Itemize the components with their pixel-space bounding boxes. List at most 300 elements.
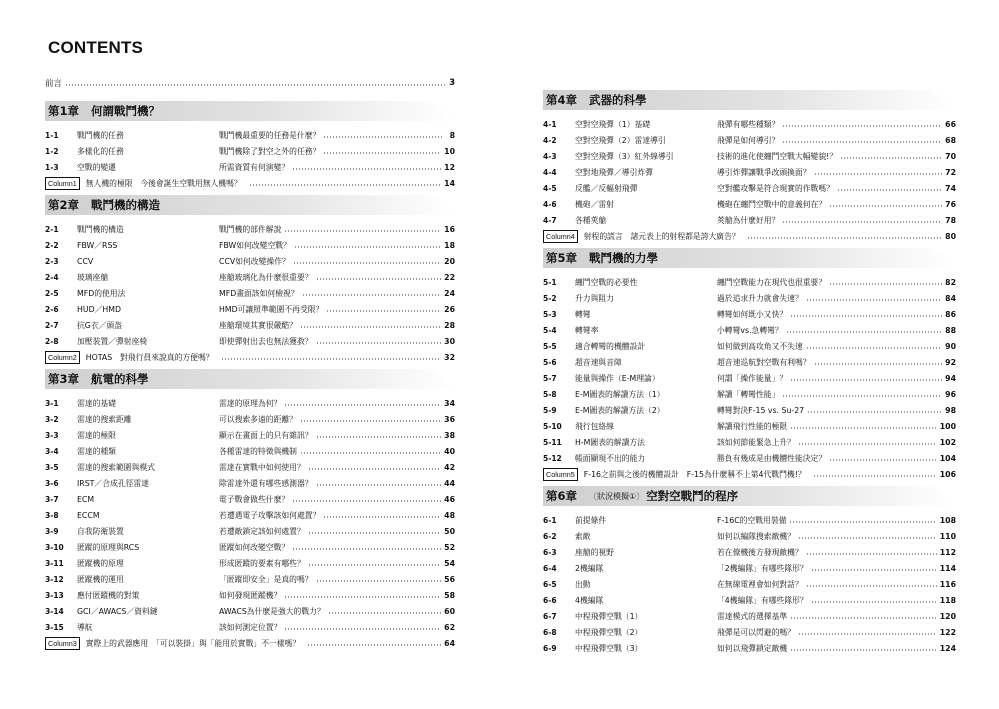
section-question: 座艙環境其實很嚴酷？ <box>219 320 297 330</box>
section-question-group <box>219 558 455 569</box>
toc-entry <box>543 512 956 528</box>
toc-entry <box>543 624 956 640</box>
section-number: 1-1 <box>45 130 59 140</box>
page-number: 14 <box>444 178 455 188</box>
section-question-group <box>219 590 455 601</box>
section-title: 座艙的視野 <box>575 547 614 557</box>
section-title: 超音速與音障 <box>575 357 622 367</box>
page-number: 82 <box>945 277 956 287</box>
column-title: 射程的謊言 諸元表上的射程都是誇大廣告？ <box>583 231 740 241</box>
section-question: CCV如何改變操作？ <box>219 256 290 266</box>
toc-entry <box>543 306 956 322</box>
column-entry <box>45 175 455 191</box>
section-question: 過於追求升力就會失速？ <box>717 293 803 303</box>
page-number: 42 <box>444 462 455 472</box>
chapter-title: 戰鬥機的構造 <box>91 198 161 212</box>
page-number: 62 <box>444 622 455 632</box>
section-question: 「4機編隊」有哪些隊形？ <box>717 595 808 605</box>
column-entry <box>45 635 455 651</box>
section-question: 纏鬥空戰能力在現代也很重要？ <box>717 277 827 287</box>
dot-leader <box>293 262 441 264</box>
toc-entry <box>543 338 956 354</box>
section-number: 3-10 <box>45 542 64 552</box>
section-title: 空對空飛彈（2）雷達導引 <box>575 135 666 145</box>
section-number: 3-1 <box>45 398 59 408</box>
dot-leader <box>782 395 942 397</box>
dot-leader <box>790 315 942 317</box>
toc-entry <box>543 322 956 338</box>
dot-leader <box>829 459 937 461</box>
chapter-title: 航電的科學 <box>91 372 149 386</box>
section-title: 各種莢艙 <box>575 215 607 225</box>
toc-entry <box>45 523 455 539</box>
page-number: 52 <box>444 542 455 552</box>
section-question-group <box>717 309 956 320</box>
dot-leader <box>806 585 937 587</box>
page-number: 108 <box>939 515 956 525</box>
section-question: HMD可讓照準範圍不再受限？ <box>219 304 324 314</box>
section-title: 匿蹤機的原理 <box>77 558 124 568</box>
dot-leader <box>308 564 441 566</box>
page-number: 92 <box>945 357 956 367</box>
toc-entry <box>45 237 455 253</box>
dot-leader <box>790 427 937 429</box>
section-title: 纏鬥空戰的必要性 <box>575 277 638 287</box>
section-number: 3-11 <box>45 558 64 568</box>
section-question: 飛彈是如何導引？ <box>717 135 780 145</box>
column-tag: Column5 <box>543 468 578 481</box>
toc-entry <box>45 571 455 587</box>
section-question-group <box>717 167 956 178</box>
toc-entry <box>45 333 455 349</box>
section-number: 6-6 <box>543 595 557 605</box>
page-number: 44 <box>444 478 455 488</box>
page-number: 26 <box>444 304 455 314</box>
section-number: 2-7 <box>45 320 59 330</box>
section-number: 1-3 <box>45 162 59 172</box>
section-question-group <box>219 414 455 425</box>
dot-leader <box>811 601 937 603</box>
section-title: 應付匿蹤機的對策 <box>77 590 140 600</box>
toc-entry <box>45 285 455 301</box>
section-title: 空對空飛彈（3）紅外線導引 <box>575 151 674 161</box>
page-number: 124 <box>939 643 956 653</box>
section-number: 4-2 <box>543 135 557 145</box>
section-question-group <box>219 162 455 173</box>
column-title: HOTAS 對飛行員來說真的方便嗎？ <box>85 352 214 362</box>
section-question: 形成匿蹤的要素有哪些？ <box>219 558 305 568</box>
section-question-group <box>717 135 956 146</box>
dot-leader <box>829 205 942 207</box>
section-number: 5-8 <box>543 389 557 399</box>
section-number: 5-2 <box>543 293 557 303</box>
toc-list-right <box>543 90 956 656</box>
section-number: 5-4 <box>543 325 557 335</box>
section-question-group <box>219 272 455 283</box>
toc-entry <box>543 148 956 164</box>
dot-leader <box>284 596 441 598</box>
toc-entry <box>543 196 956 212</box>
chapter-title: 何謂戰鬥機？ <box>91 104 161 118</box>
section-number: 2-2 <box>45 240 59 250</box>
preface-page: 3 <box>449 77 455 88</box>
section-number: 5-5 <box>543 341 557 351</box>
toc-entry <box>45 619 455 635</box>
section-number: 6-8 <box>543 627 557 637</box>
toc-entry <box>543 640 956 656</box>
toc-entry <box>45 143 455 159</box>
section-number: 6-2 <box>543 531 557 541</box>
section-title: 加壓裝置／彈射座椅 <box>77 336 148 346</box>
page-number: 32 <box>444 352 455 362</box>
dot-leader <box>798 633 937 635</box>
dot-leader <box>316 342 442 344</box>
section-title: 反艦／反輻射飛彈 <box>575 183 638 193</box>
page-number: 40 <box>444 446 455 456</box>
section-number: 4-1 <box>543 119 557 129</box>
section-question-group <box>717 611 956 622</box>
section-question: 如何發現匿蹤機？ <box>219 590 282 600</box>
dot-leader <box>807 411 942 413</box>
toc-entry <box>543 434 956 450</box>
section-title: 多樣化的任務 <box>77 146 124 156</box>
dot-leader <box>814 363 943 365</box>
section-title: 抗G衣／頭盔 <box>77 320 123 330</box>
page-number: 16 <box>444 224 455 234</box>
dot-leader <box>292 548 441 550</box>
section-number: 3-12 <box>45 574 64 584</box>
dot-leader <box>789 521 936 523</box>
section-title: IRST／合成孔徑雷達 <box>77 478 150 488</box>
section-question-group <box>717 183 956 194</box>
toc-entry <box>543 274 956 290</box>
section-question-group <box>717 515 956 526</box>
section-title: 2機編隊 <box>575 563 604 573</box>
chapter-heading <box>45 195 455 215</box>
dot-leader <box>284 404 441 406</box>
page-number: 76 <box>945 199 956 209</box>
section-number: 3-13 <box>45 590 64 600</box>
section-question: 何謂「操作能量」？ <box>717 373 788 383</box>
page-number: 88 <box>945 325 956 335</box>
toc-entry <box>45 159 455 175</box>
section-question-group <box>717 579 956 590</box>
section-question-group <box>219 542 455 553</box>
section-question: 如何以飛彈鎖定敵機 <box>717 643 788 653</box>
section-title: 4機編隊 <box>575 595 604 605</box>
section-question: 導引炸彈讓戰爭改頭換面？ <box>717 167 811 177</box>
section-question-group <box>219 574 455 585</box>
dot-leader <box>249 184 441 186</box>
page-number: 72 <box>945 167 956 177</box>
section-question-group <box>717 643 956 654</box>
section-title: 戰鬥機的構造 <box>77 224 124 234</box>
toc-entry <box>543 132 956 148</box>
toc-entry <box>45 317 455 333</box>
section-number: 3-4 <box>45 446 59 456</box>
dot-leader <box>747 237 942 239</box>
dot-leader <box>829 283 942 285</box>
section-question: 除雷達外還有哪些感測器？ <box>219 478 313 488</box>
section-title: H-M圖表的解讀方法 <box>575 437 645 447</box>
section-title: 出動 <box>575 579 591 589</box>
column-text-group <box>86 352 455 363</box>
section-title: 匿蹤機的運用 <box>77 574 124 584</box>
dot-leader <box>806 553 937 555</box>
section-number: 5-9 <box>543 405 557 415</box>
section-title: 轉彎 <box>575 309 591 319</box>
section-number: 2-5 <box>45 288 59 298</box>
section-question-group <box>219 622 455 633</box>
chapter-heading <box>543 248 956 268</box>
section-question: 匿蹤如何改變空戰？ <box>219 542 290 552</box>
section-question: 可以搜索多遠的距離？ <box>219 414 297 424</box>
section-title: 玻璃座艙 <box>77 272 109 282</box>
toc-entry <box>543 354 956 370</box>
section-number: 5-6 <box>543 357 557 367</box>
page-number: 86 <box>945 309 956 319</box>
column-tag: Column3 <box>45 637 80 650</box>
page-number: 36 <box>444 414 455 424</box>
page-number: 80 <box>945 231 956 241</box>
section-question: 若遭敵鎖定該如何處置？ <box>219 526 305 536</box>
section-number: 3-9 <box>45 526 59 536</box>
dot-leader <box>294 246 441 248</box>
section-title: 自我防衛裝置 <box>77 526 124 536</box>
chapter-number: 第2章 <box>48 198 80 212</box>
section-question: 雷達模式的選擇基準 <box>717 611 788 621</box>
section-title: 空戰的變遷 <box>77 162 116 172</box>
section-question-group <box>219 462 455 473</box>
dot-leader <box>790 649 937 651</box>
section-question-group <box>219 336 455 347</box>
toc-entry <box>543 608 956 624</box>
chapter-heading <box>543 486 956 506</box>
chapter-number: 第5章 <box>546 251 578 265</box>
toc-entry <box>543 402 956 418</box>
page-number: 60 <box>444 606 455 616</box>
section-number: 2-8 <box>45 336 59 346</box>
dot-leader <box>316 278 442 280</box>
toc-entry <box>45 459 455 475</box>
section-question: 若在僚機後方發現敵機？ <box>717 547 803 557</box>
section-number: 1-2 <box>45 146 59 156</box>
column-text-group <box>584 469 956 480</box>
section-title: 機砲／雷射 <box>575 199 614 209</box>
toc-entry <box>45 443 455 459</box>
dot-leader <box>806 299 942 301</box>
section-title: FBW／RSS <box>77 240 118 250</box>
section-question: 該如何測定位置？ <box>219 622 282 632</box>
column-tag: Column4 <box>543 230 578 243</box>
section-question: 所需資質有何演變？ <box>219 162 290 172</box>
page-number: 66 <box>945 119 956 129</box>
dot-leader <box>323 136 442 138</box>
section-number: 4-7 <box>543 215 557 225</box>
section-title: 雷達的搜索範圍與模式 <box>77 462 155 472</box>
section-title: 雷達的基礎 <box>77 398 116 408</box>
section-question: 座艙玻璃化為什麼很重要？ <box>219 272 313 282</box>
dot-leader <box>798 537 937 539</box>
section-number: 6-5 <box>543 579 557 589</box>
page-number: 50 <box>444 526 455 536</box>
toc-entry <box>45 603 455 619</box>
column-title: 實際上的武器應用 「可以裝掛」與「能用於實戰」不一樣嗎？ <box>85 638 301 648</box>
section-title: 雷達的種類 <box>77 446 116 456</box>
toc-entry <box>543 528 956 544</box>
section-question-group <box>717 437 956 448</box>
section-question-group <box>717 389 956 400</box>
dot-leader <box>798 443 937 445</box>
toc-entry <box>45 539 455 555</box>
section-number: 3-6 <box>45 478 59 488</box>
section-question-group <box>717 277 956 288</box>
section-title: 導航 <box>77 622 93 632</box>
page-number: 122 <box>939 627 956 637</box>
toc-right-column <box>543 86 956 656</box>
section-question: 轉彎對決F-15 vs. Su-27 <box>717 405 805 415</box>
section-question: 戰鬥機的部件解說 <box>219 224 282 234</box>
page-number: 74 <box>945 183 956 193</box>
section-title: 前提條件 <box>575 515 607 525</box>
section-number: 6-9 <box>543 643 557 653</box>
toc-entry <box>45 555 455 571</box>
page-number: 48 <box>444 510 455 520</box>
section-title: 能量與操作（E-M理論） <box>575 373 660 383</box>
section-title: 中程飛彈空戰（3） <box>575 643 643 653</box>
section-question-group <box>717 119 956 130</box>
page-number: 8 <box>449 130 455 140</box>
page-number: 110 <box>939 531 956 541</box>
toc-entry <box>45 491 455 507</box>
section-title: 空對空飛彈（1）基礎 <box>575 119 651 129</box>
dot-leader <box>840 157 942 159</box>
section-question: 空對艦攻擊是符合現實的作戰嗎？ <box>717 183 834 193</box>
section-question-group <box>717 325 956 336</box>
dot-leader <box>328 612 441 614</box>
section-title: GCI／AWACS／資料鏈 <box>77 606 158 616</box>
page-number: 18 <box>444 240 455 250</box>
column-text-group <box>584 231 956 242</box>
column-entry <box>543 466 956 482</box>
section-question: 轉彎如何既小又快？ <box>717 309 788 319</box>
section-question-group <box>219 224 455 235</box>
section-title: ECM <box>77 494 95 504</box>
section-title: 中程飛彈空戰（2） <box>575 627 643 637</box>
section-number: 5-12 <box>543 453 562 463</box>
page-number: 30 <box>444 336 455 346</box>
page-number: 84 <box>945 293 956 303</box>
dot-leader <box>837 189 942 191</box>
page-number: 28 <box>444 320 455 330</box>
toc-entry <box>45 221 455 237</box>
chapter-heading <box>45 101 455 121</box>
section-question: 莢艙為什麼好用？ <box>717 215 780 225</box>
section-question-group <box>717 215 956 226</box>
section-question: 小轉彎vs.急轉彎？ <box>717 325 783 335</box>
chapter-number: 第6章 <box>546 489 578 503</box>
section-question: 在無線電裡會如何對話？ <box>717 579 803 589</box>
page-number: 116 <box>939 579 956 589</box>
section-question-group <box>219 130 455 141</box>
section-title: 升力與阻力 <box>575 293 614 303</box>
section-question-group <box>717 405 956 416</box>
page-number: 120 <box>939 611 956 621</box>
section-question-group <box>219 398 455 409</box>
chapter-number: 第4章 <box>546 93 578 107</box>
section-question-group <box>219 606 455 617</box>
section-number: 5-1 <box>543 277 557 287</box>
section-question: 電子戰會做些什麼？ <box>219 494 290 504</box>
dot-leader <box>284 628 441 630</box>
dot-leader <box>782 141 942 143</box>
dot-leader <box>300 326 441 328</box>
section-question: FBW如何改變空戰？ <box>219 240 291 250</box>
section-number: 2-6 <box>45 304 59 314</box>
section-question-group <box>717 547 956 558</box>
toc-entry <box>543 212 956 228</box>
dot-leader <box>300 420 441 422</box>
toc-entry <box>543 370 956 386</box>
toc-entry <box>543 116 956 132</box>
chapter-heading <box>543 90 956 110</box>
section-question-group <box>219 430 455 441</box>
section-question: F-16C的空戰用裝備 <box>717 515 787 525</box>
page-number: 102 <box>939 437 956 447</box>
section-question: 飛彈有哪些種類？ <box>717 119 780 129</box>
page-number: 94 <box>945 373 956 383</box>
section-number: 3-7 <box>45 494 59 504</box>
section-title: 雷達的極限 <box>77 430 116 440</box>
dot-leader <box>326 310 441 312</box>
chapter-number: 第3章 <box>48 372 80 386</box>
section-title: 帳面顯現不出的能力 <box>575 453 646 463</box>
toc-entry <box>45 411 455 427</box>
dot-leader <box>307 644 441 646</box>
section-title: 雷達的搜索距離 <box>77 414 132 424</box>
page-number: 112 <box>939 547 956 557</box>
toc-entry <box>45 301 455 317</box>
section-question-group <box>219 494 455 505</box>
dot-leader <box>302 294 442 296</box>
section-number: 6-7 <box>543 611 557 621</box>
section-number: 3-5 <box>45 462 59 472</box>
section-question-group <box>219 240 455 251</box>
section-question: 雷達的原理為何？ <box>219 398 282 408</box>
section-question-group <box>219 288 455 299</box>
section-title: 轉彎率 <box>575 325 599 335</box>
dot-leader <box>813 475 937 477</box>
dot-leader <box>806 347 942 349</box>
dot-leader <box>814 173 943 175</box>
toc-entry <box>543 544 956 560</box>
section-title: E-M圖表的解讀方法（1） <box>575 389 665 399</box>
page-number: 10 <box>444 146 455 156</box>
toc-entry <box>543 450 956 466</box>
section-question-group <box>717 563 956 574</box>
section-question-group <box>219 320 455 331</box>
dot-leader <box>300 452 441 454</box>
column-entry <box>543 228 956 244</box>
page-number: 56 <box>444 574 455 584</box>
section-number: 5-3 <box>543 309 557 319</box>
section-question: 解讀飛行性能的極限 <box>717 421 788 431</box>
page-number: 38 <box>444 430 455 440</box>
section-question-group <box>219 256 455 267</box>
page-number: 68 <box>945 135 956 145</box>
section-title: CCV <box>77 256 94 266</box>
section-question: 各種雷達的特徵與機制 <box>219 446 297 456</box>
